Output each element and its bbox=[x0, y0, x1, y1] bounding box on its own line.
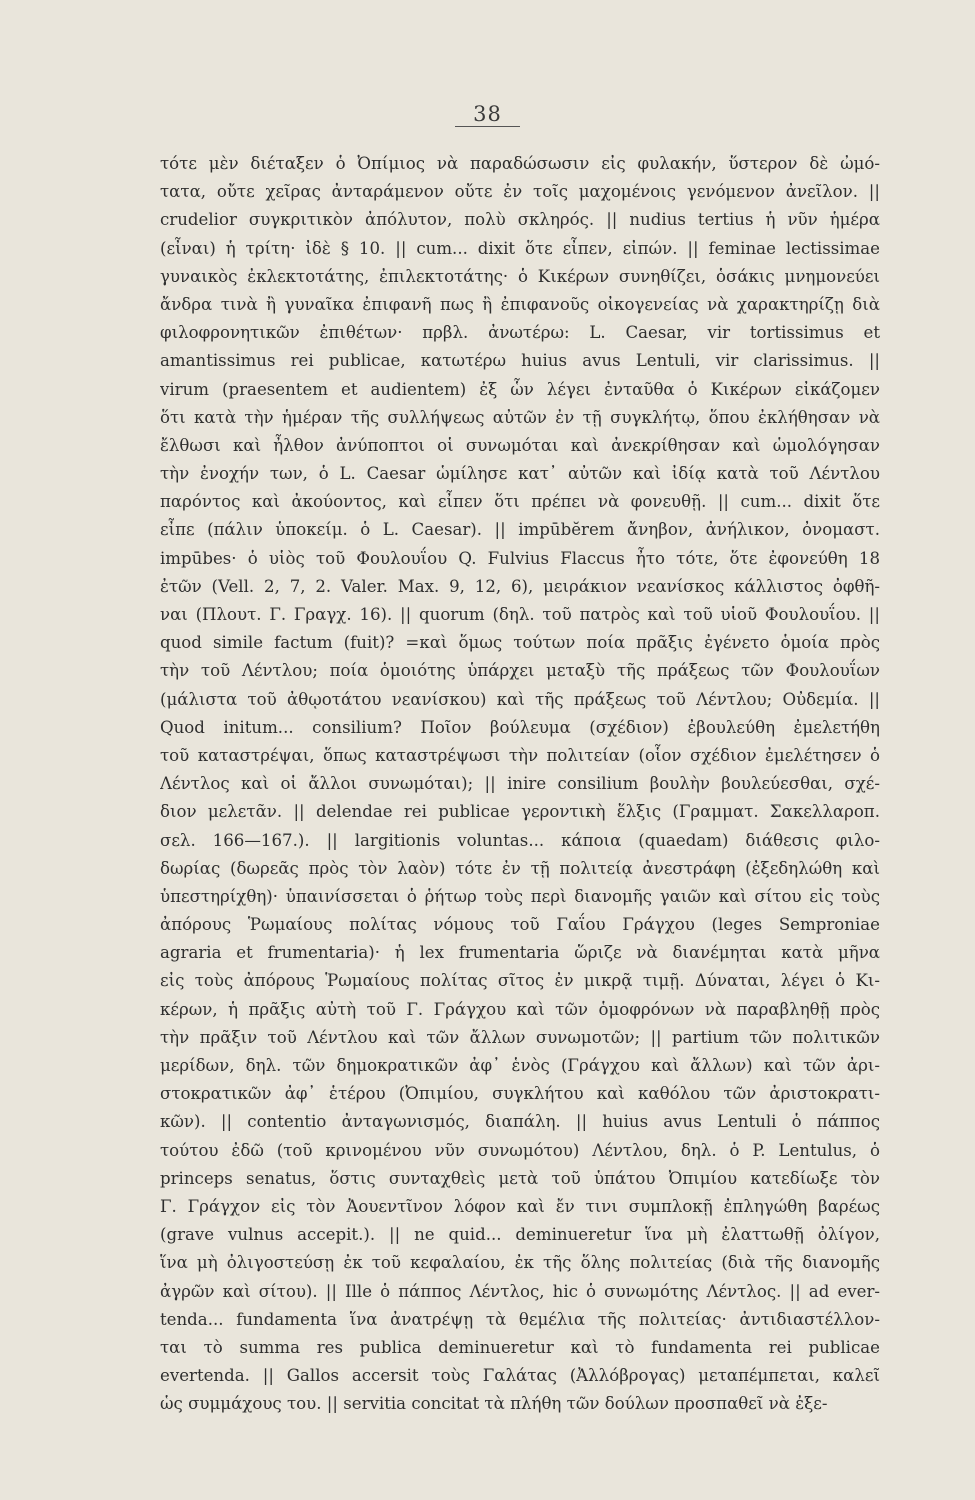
text-line: διον μελετᾶν. || delendae rei publicae γεροντικὴ ἕλξις (Γραμματ. Σακελλαροπ. bbox=[160, 802, 880, 822]
text-line: ἐτῶν (Vell. 2, 7, 2. Valer. Max. 9, 12, 6), μειράκιον νεανίσκος κάλλιστος ὀφθῆ- bbox=[160, 576, 880, 596]
text-line: ται τὸ summa res publica deminueretur καὶ τὸ fundamenta rei publicae bbox=[160, 1337, 880, 1357]
text-line: τοῦ καταστρέψαι, ὅπως καταστρέψωσι τὴν πολιτείαν (οἷον σχέδιον ἐμελέτησεν ὁ bbox=[160, 745, 880, 765]
commentary-text bbox=[160, 150, 880, 1418]
text-line: στοκρατικῶν ἀφ᾿ ἑτέρου (Ὀπιμίου, συγκλήτου καὶ καθόλου τῶν ἀριστοκρατι- bbox=[160, 1084, 880, 1104]
text-line: εἶπε (πάλιν ὑποκείμ. ὁ L. Caesar). || impūbĕrem ἄνηβον, ἀνήλικον, ὀνομαστ. bbox=[160, 520, 880, 540]
text-line: ἄνδρα τινὰ ἢ γυναῖκα ἐπιφανῆ πως ἢ ἐπιφανοῦς οἰκογενείας νὰ χαρακτηρίζῃ διὰ bbox=[160, 294, 880, 314]
text-line: ὡς συμμάχους του. || servitia concitat τὰ πλήθη τῶν δούλων προσπαθεῖ νὰ ἐξε- bbox=[160, 1394, 828, 1414]
text-line: ἔλθωσι καὶ ἦλθον ἀνύποπτοι οἱ συνωμόται καὶ ἀνεκρίθησαν καὶ ὡμολόγησαν bbox=[160, 435, 880, 455]
text-line: impūbes· ὁ υἱὸς τοῦ Φουλουΐου Q. Fulvius Flaccus ἦτο τότε, ὅτε ἐφονεύθη 18 bbox=[160, 548, 880, 568]
text-line: τότε μὲν διέταξεν ὁ Ὀπίμιος νὰ παραδώσωσιν εἰς φυλακήν, ὕστερον δὲ ὠμό- bbox=[160, 154, 880, 173]
text-line: εἰς τοὺς ἀπόρους Ῥωμαίους πολίτας σῖτος ἐν μικρᾷ τιμῇ. Δύναται, λέγει ὁ Κι- bbox=[160, 971, 880, 991]
text-line: amantissimus rei publicae, κατωτέρω huius avus Lentuli, vir clarissimus. || bbox=[160, 351, 880, 371]
text-line: τούτου ἐδῶ (τοῦ κρινομένου νῦν συνωμότου) Λέντλου, δηλ. ὁ P. Lentulus, ὁ bbox=[160, 1140, 880, 1160]
text-line: ὑπεστηρίχθη)· ὑπαινίσσεται ὁ ῥήτωρ τοὺς περὶ διανομῆς γαιῶν καὶ σίτου εἰς τοὺς bbox=[160, 886, 880, 906]
text-line: κέρων, ἡ πρᾶξις αὐτὴ τοῦ Γ. Γράγχου καὶ τῶν ὁμοφρόνων νὰ παραβληθῇ πρὸς bbox=[160, 999, 880, 1019]
text-line: quod simile factum (fuit)? =καὶ ὅμως τούτων ποία πρᾶξις ἐγένετο ὁμοία πρὸς bbox=[160, 633, 880, 653]
text-line: ἵνα μὴ ὀλιγοστεύσῃ ἐκ τοῦ κεφαλαίου, ἐκ τῆς ὅλης πολιτείας (διὰ τῆς διανομῆς bbox=[160, 1253, 880, 1273]
text-line: τὴν τοῦ Λέντλου; ποία ὁμοιότης ὑπάρχει μεταξὺ τῆς πράξεως τῶν Φουλουΐων bbox=[160, 661, 880, 681]
text-line: μερίδων, δηλ. τῶν δημοκρατικῶν ἀφ᾿ ἑνὸς (Γράγχου καὶ ἄλλων) καὶ τῶν ἀρι- bbox=[160, 1056, 880, 1075]
text-line: δωρίας (δωρεᾶς πρὸς τὸν λαὸν) τότε ἐν τῇ πολιτείᾳ ἀνεστράφη (ἐξεδηλώθη καὶ bbox=[160, 858, 880, 878]
text-line: (grave vulnus accepit.). || ne quid... deminueretur ἵνα μὴ ἐλαττωθῇ ὀλίγον, bbox=[160, 1225, 880, 1245]
page-number: 38 bbox=[0, 102, 975, 126]
text-line: virum (praesentem et audientem) ἐξ ὧν λέγει ἐνταῦθα ὁ Κικέρων εἰκάζομεν bbox=[160, 379, 880, 399]
text-line: σελ. 166—167.). || largitionis voluntas... κάποια (quaedam) διάθεσις φιλο- bbox=[160, 830, 880, 850]
text-line: τατα, οὔτε χεῖρας ἀνταράμενον οὔτε ἐν τοῖς μαχομένοις γενόμενον ἀνεῖλον. || bbox=[160, 182, 880, 202]
text-line: τὴν ἐνοχήν των, ὁ L. Caesar ὡμίλησε κατ᾿ αὐτῶν καὶ ἰδίᾳ κατὰ τοῦ Λέντλου bbox=[160, 464, 880, 484]
text-line: crudelior συγκριτικὸν ἀπόλυτον, πολὺ σκληρός. || nudius tertius ἡ νῦν ἡμέρα bbox=[160, 210, 880, 230]
text-line: Quod initum... consilium? Ποῖον βούλευμα (σχέδιον) ἐβουλεύθη ἐμελετήθη bbox=[160, 717, 880, 737]
text-line: Γ. Γράγχον εἰς τὸν Ἀουεντῖνον λόφον καὶ ἔν τινι συμπλοκῇ ἐπληγώθη βαρέως bbox=[160, 1196, 880, 1216]
text-line: ἀγρῶν καὶ σίτου). || Ille ὁ πάππος Λέντλος, hic ὁ συνωμότης Λέντλος. || ad ever- bbox=[160, 1281, 880, 1301]
text-line: agraria et frumentaria)· ἡ lex frumentaria ὥριζε νὰ διανέμηται κατὰ μῆνα bbox=[160, 943, 880, 963]
text-line: τὴν πρᾶξιν τοῦ Λέντλου καὶ τῶν ἄλλων συνωμοτῶν; || partium τῶν πολιτικῶν bbox=[160, 1027, 880, 1047]
text-line: ναι (Πλουτ. Γ. Γραγχ. 16). || quorum (δηλ. τοῦ πατρὸς καὶ τοῦ υἱοῦ Φουλουΐου. || bbox=[160, 605, 880, 624]
text-line: γυναικὸς ἐκλεκτοτάτης, ἐπιλεκτοτάτης· ὁ Κικέρων συνηθίζει, ὁσάκις μνημονεύει bbox=[160, 266, 880, 286]
text-line: κῶν). || contentio ἀνταγωνισμός, διαπάλη. || huius avus Lentuli ὁ πάππος bbox=[160, 1112, 880, 1132]
text-line: φιλοφρονητικῶν ἐπιθέτων· πρβλ. ἀνωτέρω: L. Caesar, vir tortissimus et bbox=[160, 323, 880, 343]
text-line: ὅτι κατὰ τὴν ἡμέραν τῆς συλλήψεως αὐτῶν ἐν τῇ συγκλήτῳ, ὅπου ἐκλήθησαν νὰ bbox=[160, 407, 880, 427]
text-line: Λέντλος καὶ οἱ ἄλλοι συνωμόται); || inire consilium βουλὴν βουλεύεσθαι, σχέ- bbox=[160, 774, 880, 794]
text-line: ἀπόρους Ῥωμαίους πολίτας νόμους τοῦ Γαΐου Γράγχου (leges Semproniae bbox=[160, 915, 880, 935]
text-line: (εἶναι) ἡ τρίτη· ἰδὲ § 10. || cum... dixit ὅτε εἶπεν, εἰπών. || feminae lectissimae bbox=[160, 238, 880, 258]
text-line: tenda... fundamenta ἵνα ἀνατρέψῃ τὰ θεμέλια τῆς πολιτείας· ἀντιδιαστέλλον- bbox=[160, 1309, 880, 1329]
text-line: (μάλιστα τοῦ ἀθῳοτάτου νεανίσκου) καὶ τῆς πράξεως τοῦ Λέντλου; Οὐδεμία. || bbox=[160, 689, 880, 709]
text-line: evertenda. || Gallos accersit τοὺς Γαλάτας (Ἀλλόβρογας) μεταπέμπεται, καλεῖ bbox=[160, 1366, 880, 1386]
text-line: παρόντος καὶ ἀκούοντος, καὶ εἶπεν ὅτι πρέπει νὰ φονευθῇ. || cum... dixit ὅτε bbox=[160, 492, 880, 512]
text-line: princeps senatus, ὅστις συνταχθεὶς μετὰ τοῦ ὑπάτου Ὀπιμίου κατεδίωξε τὸν bbox=[160, 1168, 880, 1188]
